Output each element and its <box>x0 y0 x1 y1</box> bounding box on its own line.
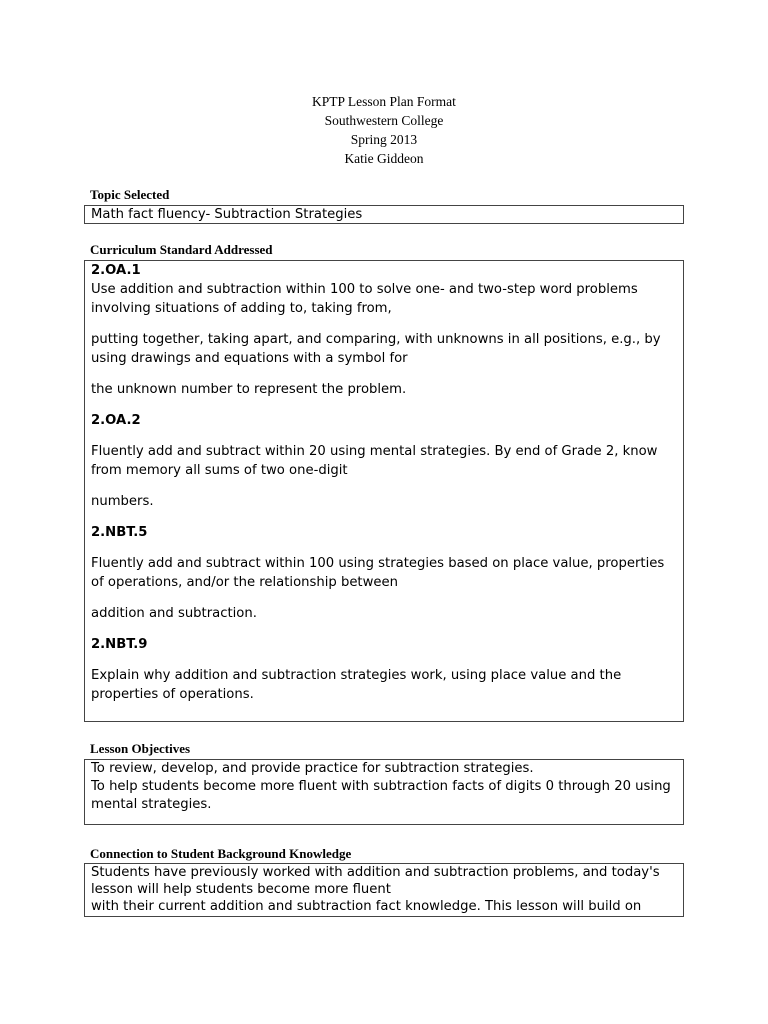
header-title: KPTP Lesson Plan Format <box>312 94 456 109</box>
standard-code-nbt5: 2.NBT.5 <box>91 525 148 540</box>
standard-text: Fluently add and subtract within 20 using mental strategies. By end of Grade 2, know from memory all sums of two one-digit <box>91 444 658 478</box>
topic-value: Math fact fluency- Subtraction Strategies <box>91 207 363 222</box>
background-line: Students have previously worked with addition and subtraction problems, and today's lesson will help students become more fluent <box>91 865 660 897</box>
standard-text: numbers. <box>91 494 154 509</box>
objective-line: To help students become more fluent with subtraction facts of digits 0 through 20 using mental strategies. <box>91 779 671 812</box>
standard-code-nbt9: 2.NBT.9 <box>91 637 148 652</box>
standard-code-oa2: 2.OA.2 <box>91 413 141 428</box>
standards-box <box>84 260 684 722</box>
header-college: Southwestern College <box>324 113 444 128</box>
topic-box <box>84 205 684 224</box>
standard-text: Use addition and subtraction within 100 to solve one- and two-step word problems involving situations of adding to, taking from, <box>91 282 638 316</box>
objective-line: To review, develop, and provide practice for subtraction strategies. <box>91 761 534 776</box>
header-author: Katie Giddeon <box>344 151 424 166</box>
standard-text: putting together, taking apart, and comparing, with unknowns in all positions, e.g., by using drawings and equations with a symbol for <box>91 332 661 366</box>
objectives-box <box>84 759 684 825</box>
standard-text: the unknown number to represent the problem. <box>91 382 407 397</box>
standards-label: Curriculum Standard Addressed <box>90 242 273 257</box>
topic-label: Topic Selected <box>90 187 170 202</box>
standard-code-oa1: 2.OA.1 <box>91 263 141 278</box>
objectives-label: Lesson Objectives <box>90 741 191 756</box>
document-header <box>0 92 768 168</box>
header-term: Spring 2013 <box>350 132 418 147</box>
standard-text: Fluently add and subtract within 100 using strategies based on place value, properties of operations, and/or the relationship between <box>91 556 665 590</box>
background-line: with their current addition and subtraction fact knowledge. This lesson will build on <box>91 899 642 914</box>
standard-text: Explain why addition and subtraction strategies work, using place value and the properties of operations. <box>91 668 622 702</box>
background-box <box>84 863 684 917</box>
background-label: Connection to Student Background Knowledge <box>90 846 352 861</box>
standard-text: addition and subtraction. <box>91 606 257 621</box>
